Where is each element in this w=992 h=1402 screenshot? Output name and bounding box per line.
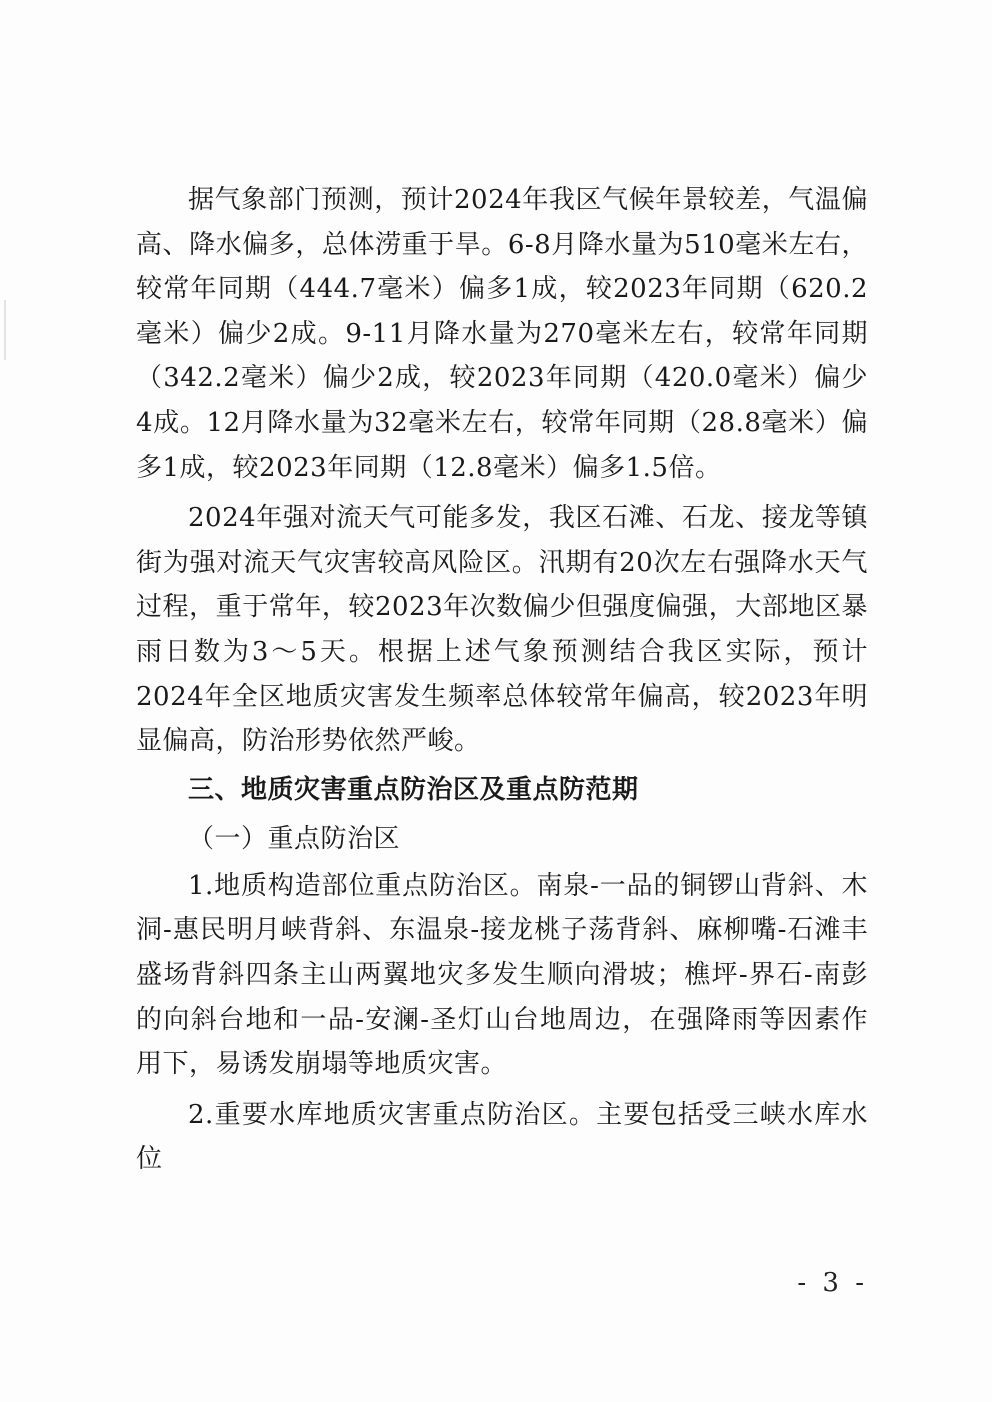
scan-artifact <box>4 300 6 360</box>
paragraph-weather-forecast: 据气象部门预测，预计2024年我区气候年景较差，气温偏高、降水偏多，总体涝重于旱。6-8月降水量为510毫米左右，较常年同期（444.7毫米）偏多1成，较2023年同期（620.2毫米）偏少2成。9-11月降水量为270毫米左右，较常年同期（342.2毫米）偏少2成，较2023年同期（420.0毫米）偏少4成。12月降水量为32毫米左右，较常年同期（28.8毫米）偏多1成，较2023年同期（12.8毫米）偏多1.5倍。 <box>136 185 868 483</box>
section-heading: 三、地质灾害重点防治区及重点防范期 <box>188 774 639 805</box>
paragraph-reservoir-zone: 2.重要水库地质灾害重点防治区。主要包括受三峡水库水位 <box>136 1099 868 1175</box>
page-number: - 3 - <box>797 1268 868 1298</box>
document-body <box>136 178 868 1182</box>
paragraph-convective-weather: 2024年强对流天气可能多发，我区石滩、石龙、接龙等镇街为强对流天气灾害较高风险区。汛期有20次左右强降水天气过程，重于常年，较2023年次数偏少但强度偏强，大部地区暴雨日数为3～5天。根据上述气象预测结合我区实际，预计2024年全区地质灾害发生频率总体较常年偏高，较2023年明显偏高，防治形势依然严峻。 <box>136 503 868 757</box>
paragraph-geologic-structure-zone: 1.地质构造部位重点防治区。南泉-一品的铜锣山背斜、木洞-惠民明月峡背斜、东温泉-接龙桃子荡背斜、麻柳嘴-石滩丰盛场背斜四条主山两翼地灾多发生顺向滑坡；樵坪-界石-南彭的向斜台地和一品-安澜-圣灯山台地周边，在强降雨等因素作用下，易诱发崩塌等地质灾害。 <box>136 870 868 1080</box>
subsection-heading: （一）重点防治区 <box>188 823 401 854</box>
